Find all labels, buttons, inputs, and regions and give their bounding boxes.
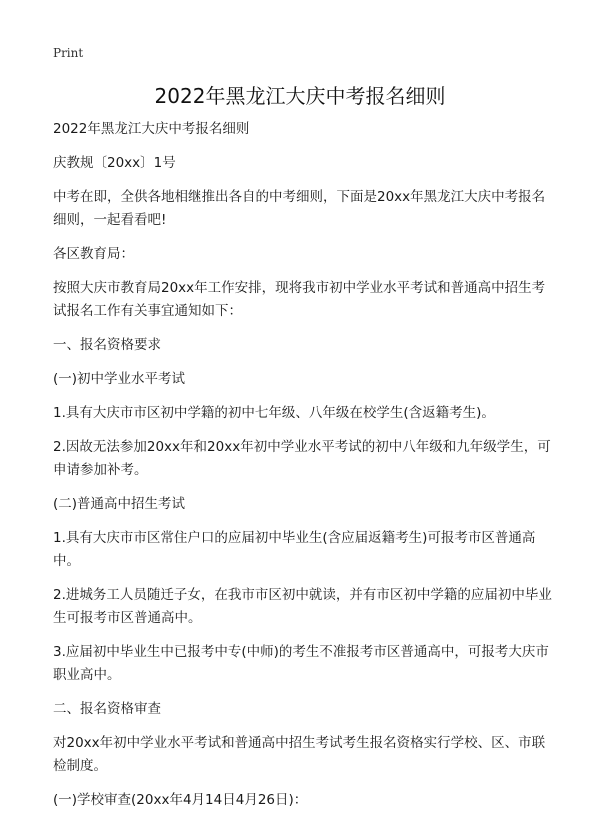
document-body: [53, 118, 553, 823]
document-number: 庆教规〔20xx〕1号: [53, 155, 176, 171]
subsection-heading: (一)学校审查(20xx年4月14日4月26日)：: [53, 792, 308, 808]
page-title: 2022年黑龙江大庆中考报名细则: [154, 84, 446, 108]
subsection-heading: (二)普通高中招生考试: [53, 496, 186, 512]
list-item: 3.应届初中毕业生中已报考中专(中师)的考生不准报考市区普通高中，可报考大庆市职业高中。: [53, 644, 549, 683]
salutation: 各区教育局：: [53, 246, 134, 262]
list-item: 2.进城务工人员随迁子女，在我市市区初中就读，并有市区初中学籍的应届初中毕业生可报考市区普通高中。: [53, 587, 552, 626]
intro-paragraph: 中考在即，全供各地相继推出各自的中考细则，下面是20xx年黑龙江大庆中考报名细则，一起看看吧!: [53, 189, 546, 228]
subtitle-paragraph: 2022年黑龙江大庆中考报名细则: [53, 121, 250, 137]
print-label[interactable]: Print: [53, 46, 84, 60]
list-item: 1.具有大庆市市区常住户口的应届初中毕业生(含应届返籍考生)可报考市区普通高中。: [53, 530, 536, 569]
notice-paragraph: 按照大庆市教育局20xx年工作安排，现将我市初中学业水平考试和普通高中招生考试报名工作有关事宜通知如下：: [53, 280, 546, 319]
subsection-heading: (一)初中学业水平考试: [53, 371, 186, 387]
list-item: 2.因故无法参加20xx年和20xx年初中学业水平考试的初中八年级和九年级学生，可申请参加补考。: [53, 439, 551, 478]
section-heading: 二、报名资格审查: [53, 701, 161, 717]
body-paragraph: 对20xx年初中学业水平考试和普通高中招生考试考生报名资格实行学校、区、市联检制度。: [53, 735, 546, 774]
section-heading: 一、报名资格要求: [53, 337, 161, 353]
list-item: 1.具有大庆市市区初中学籍的初中七年级、八年级在校学生(含返籍考生)。: [53, 405, 495, 421]
